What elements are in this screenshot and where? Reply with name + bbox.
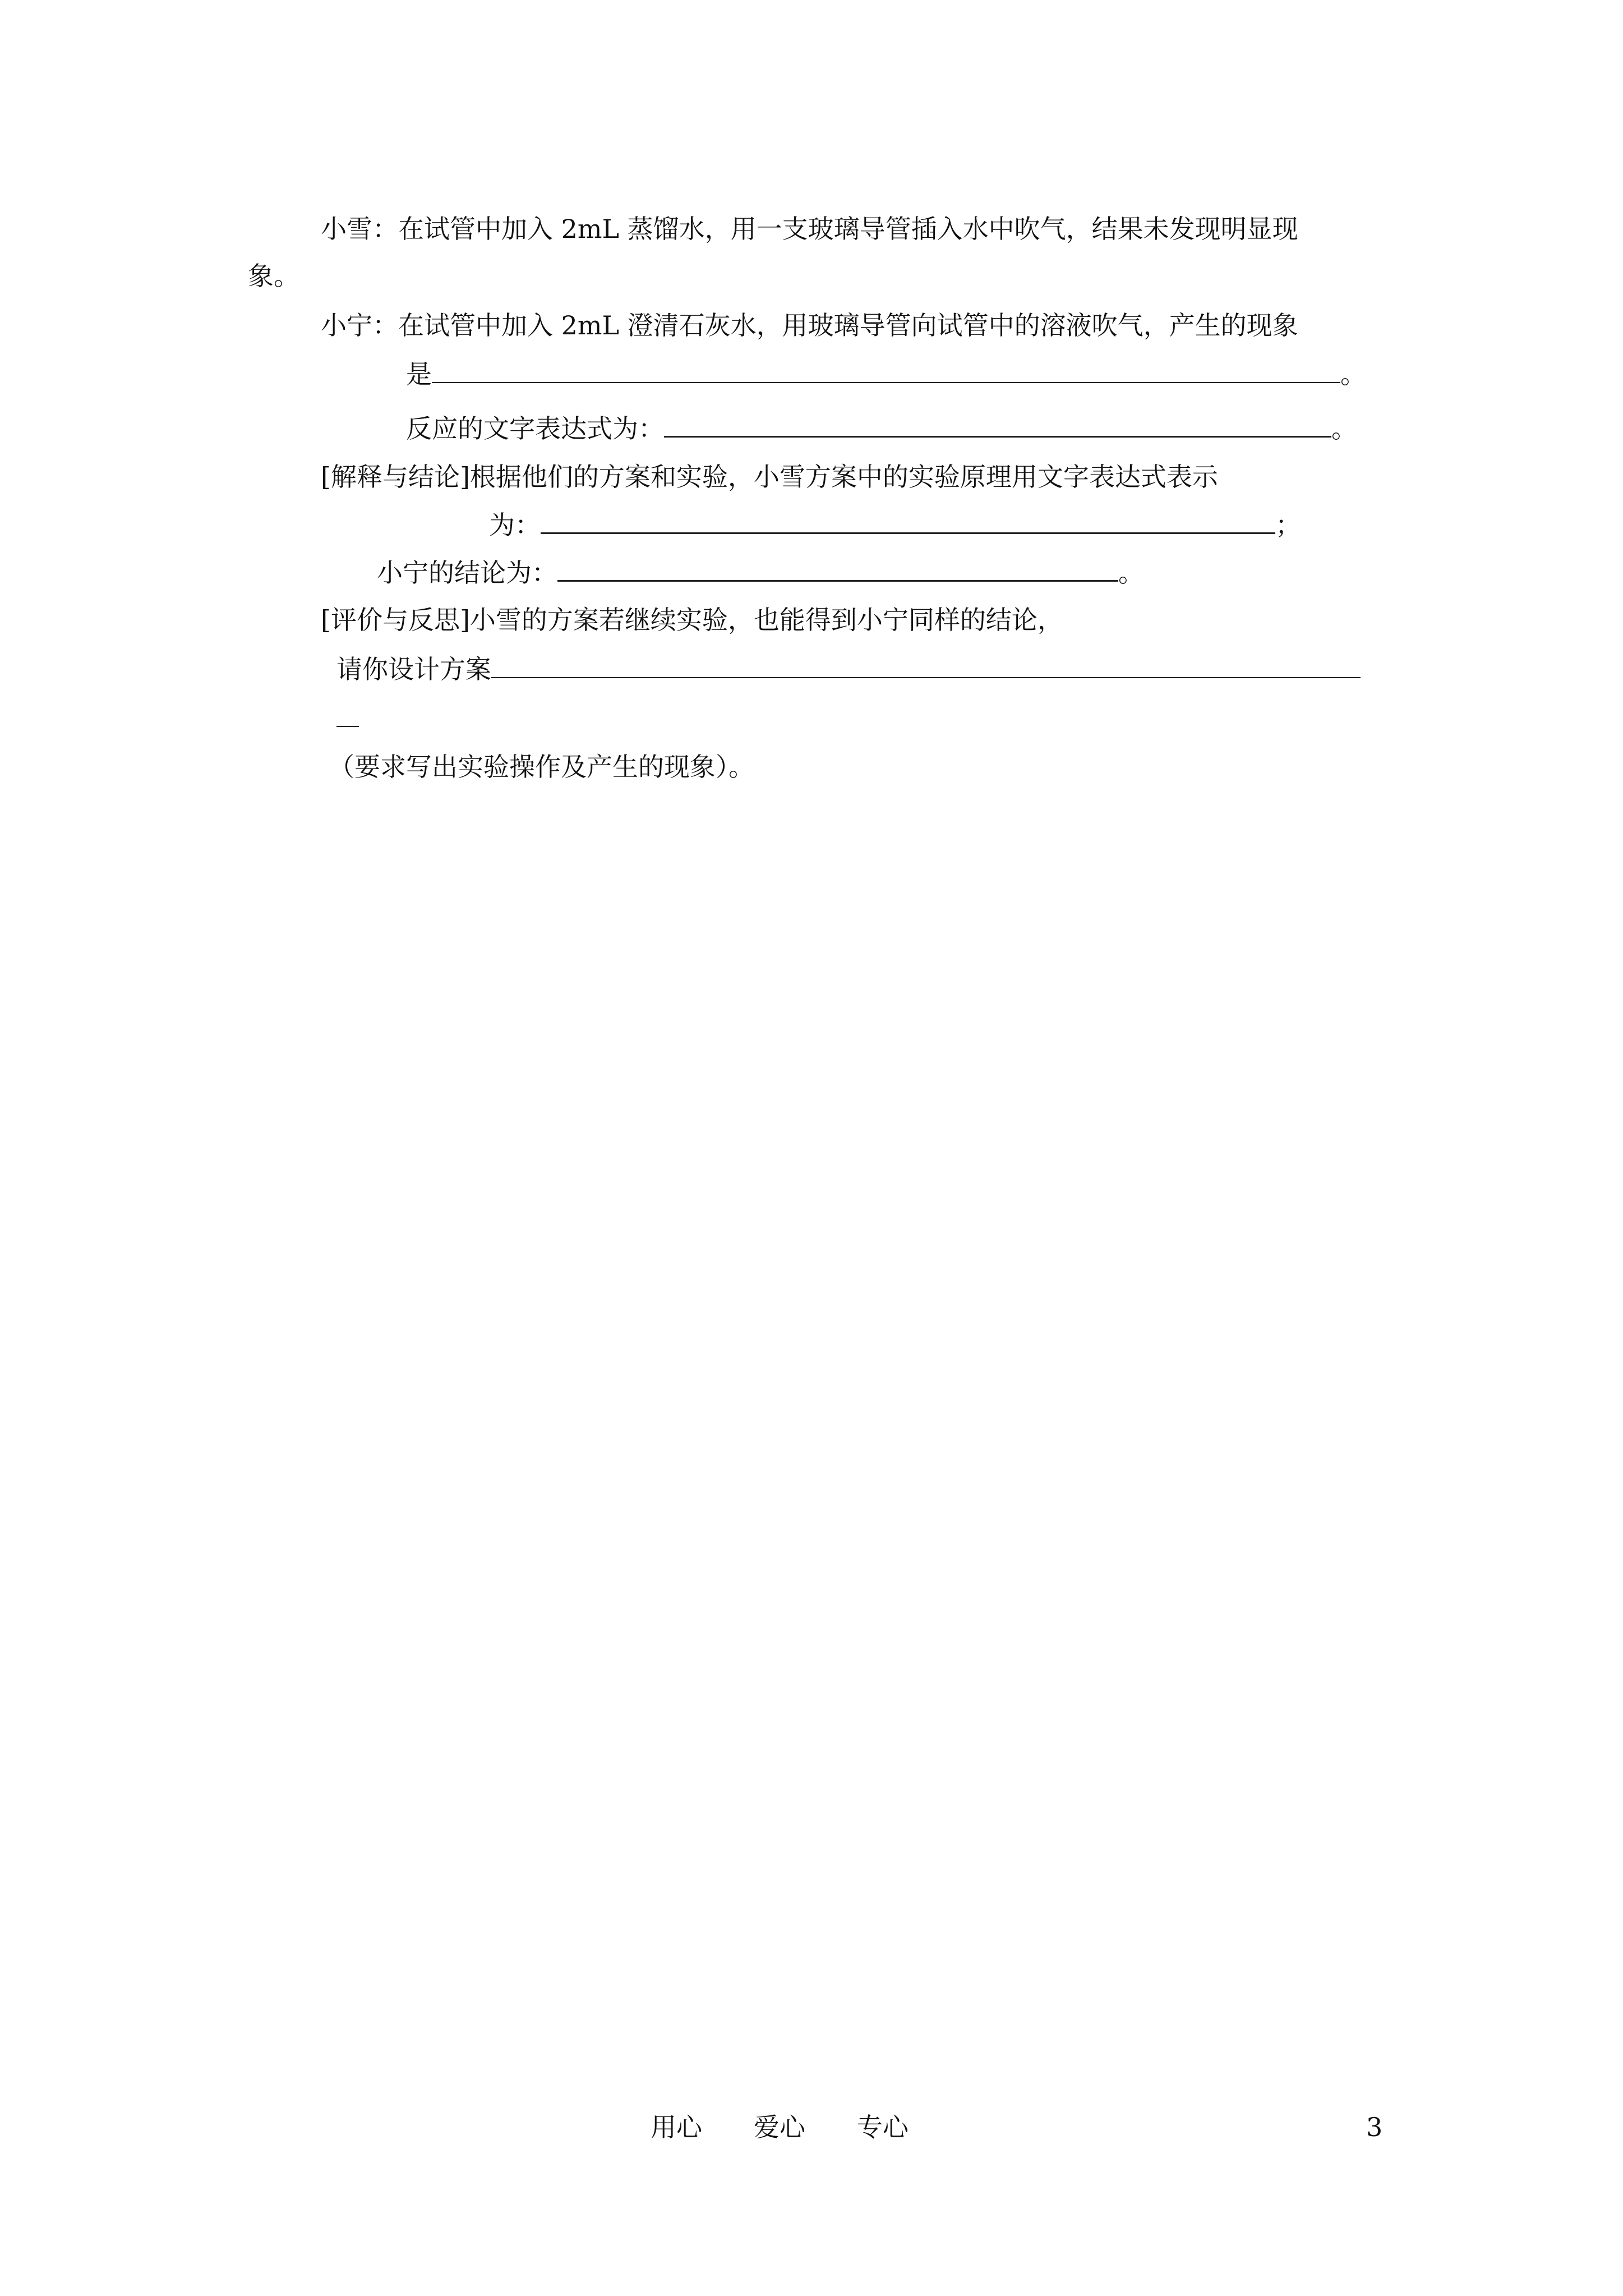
design-blank-continued[interactable] bbox=[336, 701, 359, 727]
phenomenon-end: 。 bbox=[1340, 359, 1366, 389]
conclusion-line bbox=[377, 555, 1144, 590]
expression-end: 。 bbox=[1331, 413, 1357, 444]
conclusion-end: 。 bbox=[1118, 558, 1144, 588]
principle-end: ； bbox=[1275, 510, 1301, 540]
explanation-heading: [解释与结论]根据他们的方案和实验，小雪方案中的实验原理用文字表达式表示 bbox=[321, 462, 1218, 492]
paragraph-xiaoxue-continued: 象。 bbox=[248, 261, 299, 291]
phenomenon-blank[interactable] bbox=[432, 357, 1340, 383]
evaluation-heading: [评价与反思]小雪的方案若继续实验，也能得到小宁同样的结论， bbox=[321, 605, 1063, 635]
page-number: 3 bbox=[1366, 2112, 1383, 2142]
expression-blank[interactable] bbox=[664, 411, 1331, 438]
phenomenon-line bbox=[406, 357, 1366, 391]
conclusion-label: 小宁的结论为： bbox=[377, 558, 557, 588]
principle-blank[interactable] bbox=[541, 508, 1275, 534]
principle-label: 为： bbox=[489, 510, 541, 540]
principle-line bbox=[489, 508, 1301, 542]
design-line bbox=[336, 652, 1361, 686]
paragraph-xiaoning: 小宁：在试管中加入 2mL 澄清石灰水，用玻璃导管向试管中的溶液吹气，产生的现象 bbox=[321, 310, 1298, 341]
footer-motto: 用心 爱心 专心 bbox=[651, 2112, 909, 2142]
design-line-continued bbox=[336, 701, 359, 735]
expression-label: 反应的文字表达式为： bbox=[406, 413, 664, 444]
phenomenon-label: 是 bbox=[406, 359, 432, 389]
design-blank[interactable] bbox=[491, 652, 1361, 678]
design-label: 请你设计方案 bbox=[336, 654, 491, 684]
conclusion-blank[interactable] bbox=[557, 555, 1118, 582]
expression-line bbox=[406, 411, 1357, 445]
requirement-note: （要求写出实验操作及产生的现象）。 bbox=[329, 752, 754, 782]
paragraph-xiaoxue: 小雪：在试管中加入 2mL 蒸馏水，用一支玻璃导管插入水中吹气，结果未发现明显现 bbox=[321, 214, 1298, 244]
